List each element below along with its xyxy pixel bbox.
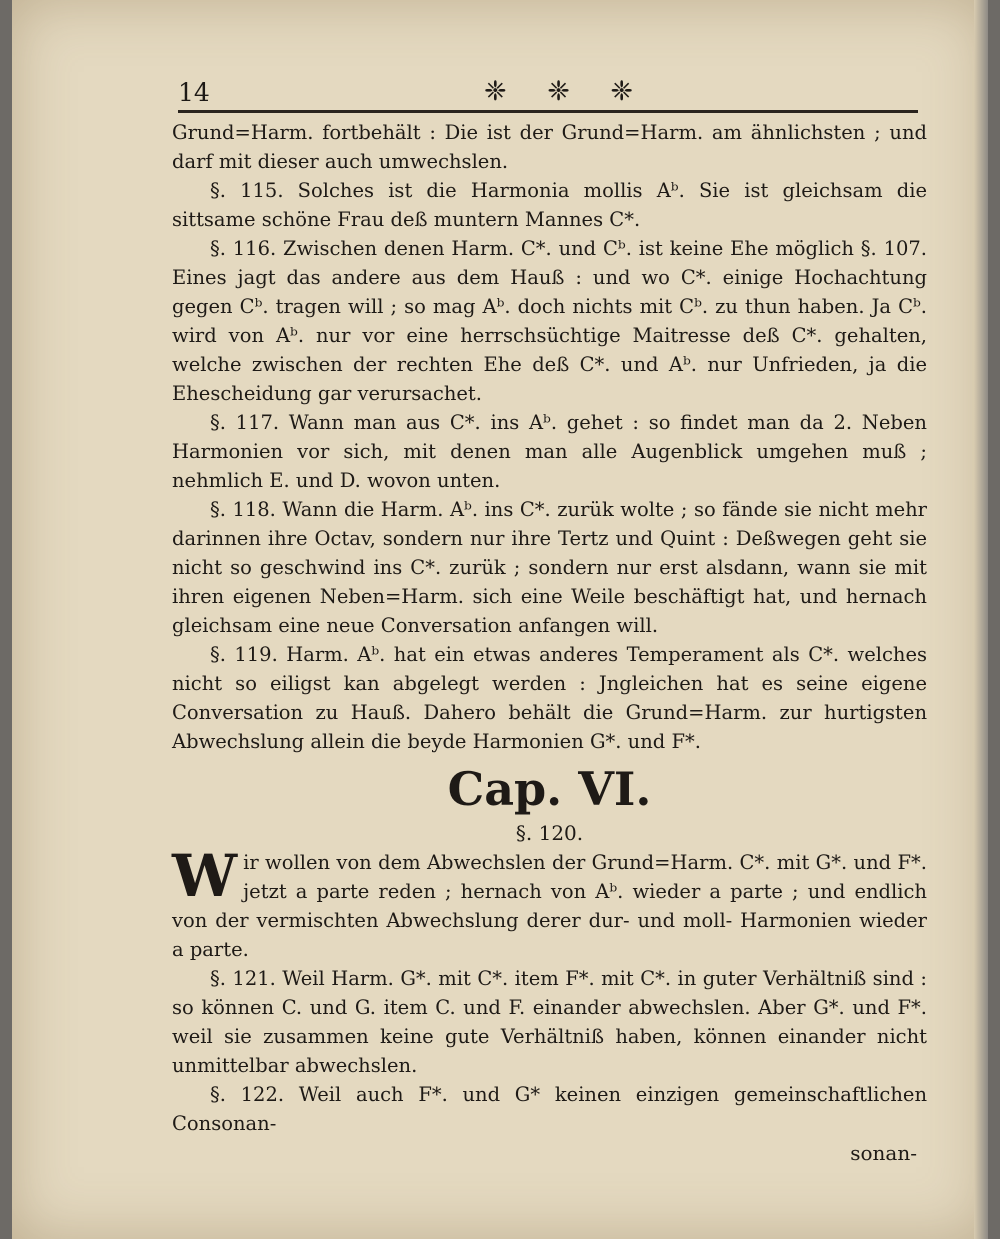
header-rule	[178, 110, 918, 113]
chapter-first-paragraph	[172, 842, 927, 964]
paragraph: §. 117. Wann man aus C*. ins Aᵇ. gehet : so findet man da 2. Neben Harmonien vor sich, mit denen man alle Augenblick umgehen muß ; nehmlich E. und D. wovon unten.	[172, 411, 927, 492]
page-header	[172, 70, 927, 114]
section-number: §. 120.	[515, 821, 584, 845]
paragraph: §. 118. Wann die Harm. Aᵇ. ins C*. zurük wolte ; so fände sie nicht mehr darinnen ihre Octav, sondern nur ihre Tertz und Quint : Deßwegen geht sie nicht so geschwind ins C*. zurük ; sondern nur erst alsdann, wann sie mit ihren eigenen Neben=Harm. sich eine Weile beschäftigt hat, und hernach gleichsam eine neue Conversation anfangen will.	[172, 498, 927, 637]
text-block	[172, 70, 927, 1168]
header-ornament: ❈ ❈ ❈	[484, 76, 650, 107]
page-number: 14	[178, 78, 210, 107]
paragraph: §. 119. Harm. Aᵇ. hat ein etwas anderes Temperament als C*. welches nicht so eiligst kan abgelegt werden : Jngleichen hat es seine eigene Conversation zu Hauß. Dahero behält die Grund=Harm. zur hurtigsten Abwechslung allein die beyde Harmonien G*. und F*.	[172, 643, 927, 753]
drop-cap: W	[172, 842, 238, 910]
chapter-heading: Cap. VI.	[447, 762, 652, 816]
catchword: sonan-	[850, 1141, 917, 1165]
book-page	[12, 0, 988, 1239]
paragraph: §. 116. Zwischen denen Harm. C*. und Cᵇ. ist keine Ehe möglich §. 107. Eines jagt das andere aus dem Hauß : und wo C*. einige Hochachtung gegen Cᵇ. tragen will ; so mag Aᵇ. doch nichts mit Cᵇ. zu thun haben. Ja Cᵇ. wird von Aᵇ. nur vor eine herrschsüchtige Maitresse deß C*. gehalten, welche zwischen der rechten Ehe deß C*. und Aᵇ. nur Unfrieden, ja die Ehescheidung gar verursachet.	[172, 237, 927, 405]
chapter-first-paragraph-text: ir wollen von dem Abwechslen der Grund=Harm. C*. mit G*. und F*. jetzt a parte reden ; hernach von Aᵇ. wieder a parte ; und endlich von der vermischten Abwechslung derer dur- und moll- Harmonien wieder a parte.	[172, 851, 927, 961]
paragraph: §. 115. Solches ist die Harmonia mollis Aᵇ. Sie ist gleichsam die sittsame schöne Frau deß muntern Mannes C*.	[172, 179, 927, 231]
paragraph: §. 122. Weil auch F*. und G* keinen einzigen gemeinschaftlichen Consonan-	[172, 1083, 927, 1135]
paragraph: §. 121. Weil Harm. G*. mit C*. item F*. mit C*. in guter Verhältniß sind : so können C. und G. item C. und F. einander abwechslen. Aber G*. und F*. weil sie zusammen keine gute Verhältniß haben, können einander nicht unmittelbar abwechslen.	[172, 967, 927, 1077]
page-edge	[974, 0, 988, 1239]
paragraph: Grund=Harm. fortbehält : Die ist der Grund=Harm. am ähnlichsten ; und darf mit dieser auch umwechslen.	[172, 121, 927, 173]
